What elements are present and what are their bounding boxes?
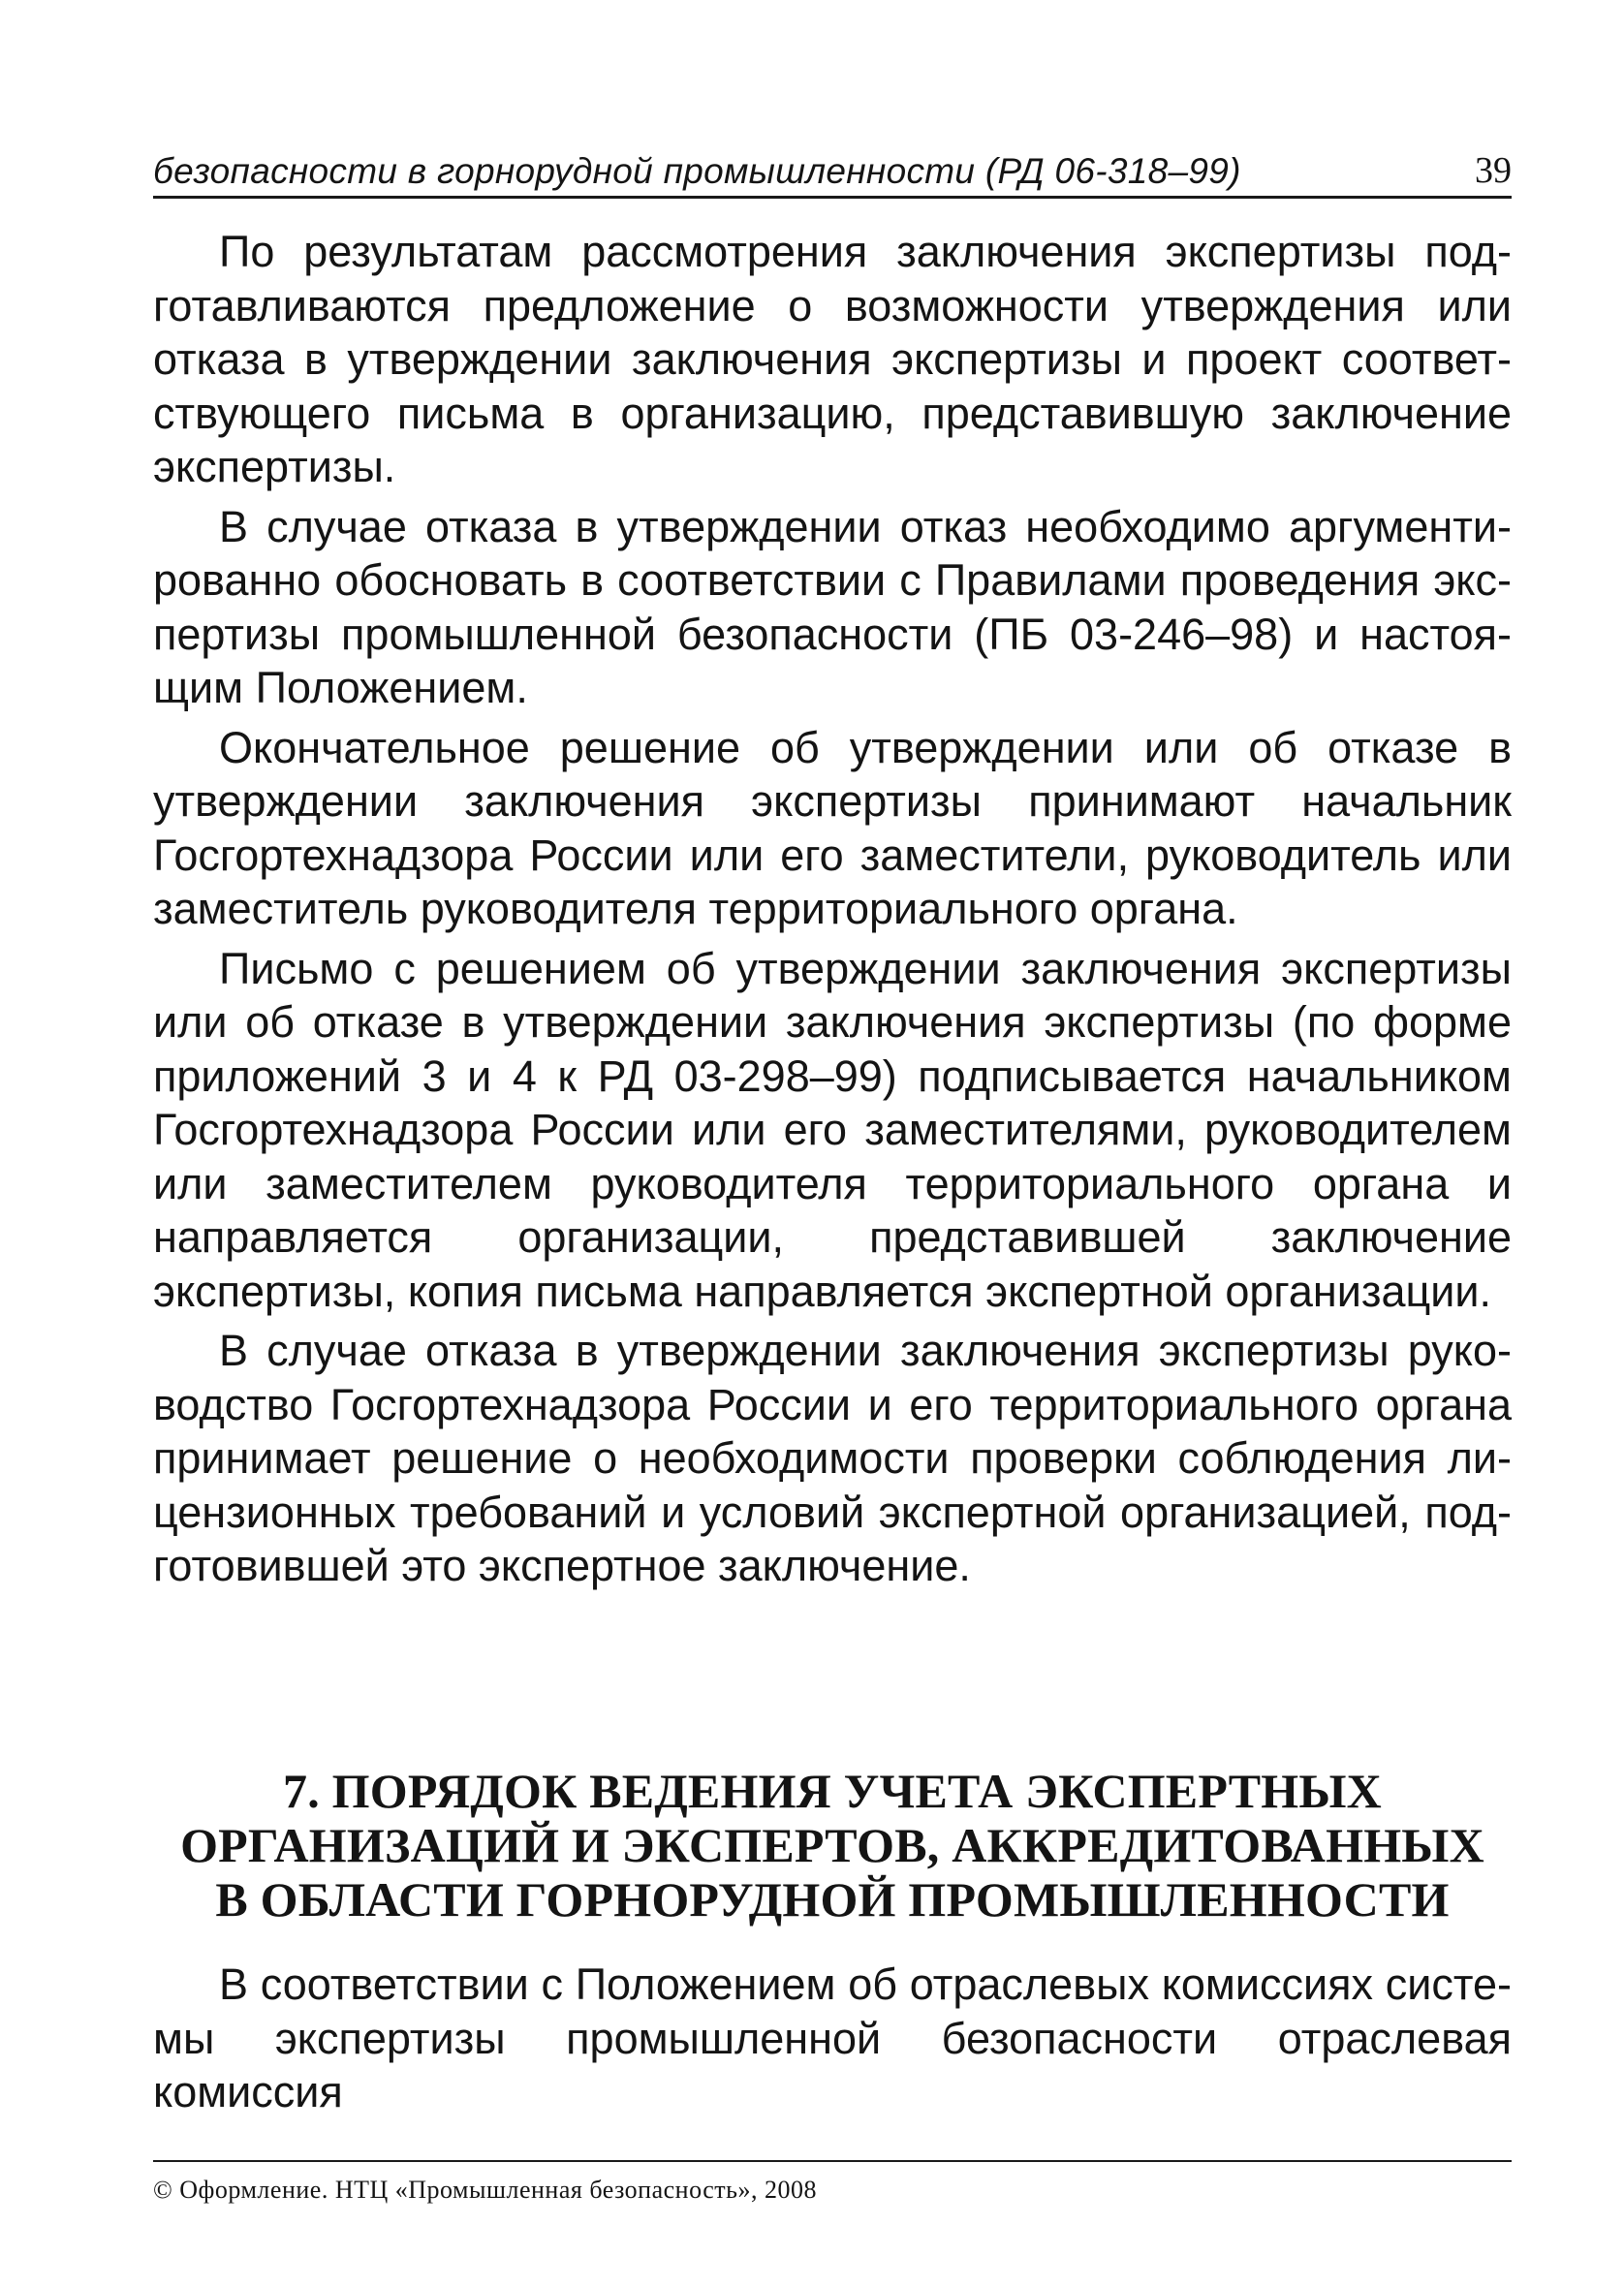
paragraph-final-decision: Окончательное решение об утверждении или об отказе в утверждении заключения экспертизы принимают начальник Госгортехнадзора России или его заместители, руководитель или заместитель руководителя территориального органа.: [153, 722, 1512, 933]
paragraph-review-results: По результатам рассмотрения заключения экспертизы подготавливаются предложение о возможности утверждения или отказа в утверждении заключения экспертизы и проект соответствующего письма в организацию, представившую заключение экспертизы.: [153, 227, 1512, 491]
page-footer: [153, 2160, 1512, 2205]
page-number: 39: [1475, 150, 1512, 191]
paragraph-section-intro: В соответствии с Положением об отраслевых комиссиях системы экспертизы промышленной безопасности отраслевая комиссия: [153, 1959, 1512, 2116]
body-text: [153, 225, 1512, 1599]
section-heading: [153, 1764, 1512, 1927]
footer-copyright: © Оформление. НТЦ «Промышленная безопасность», 2008: [153, 2176, 817, 2204]
section-heading-line: 7. ПОРЯДОК ВЕДЕНИЯ УЧЕТА ЭКСПЕРТНЫХ: [283, 1764, 1382, 1818]
section-body: [153, 1958, 1512, 2125]
paragraph-decision-letter: Письмо с решением об утверждении заключения экспертизы или об отказе в утверждении заключения экспертизы (по форме приложений 3 и 4 к РД 03-298–99) подписывается начальником Госгортехнадзора России или его заместителями, руководителем или заместителем руководителя территориального органа и направляется организации, представившей заключение экспертизы, копия письма направляется экспертной организации.: [153, 943, 1512, 1316]
running-header: [153, 145, 1512, 199]
section-heading-line: В ОБЛАСТИ ГОРНОРУДНОЙ ПРОМЫШЛЕННОСТИ: [215, 1872, 1450, 1927]
section-heading-line: ОРГАНИЗАЦИЙ И ЭКСПЕРТОВ, АККРЕДИТОВАННЫХ: [180, 1818, 1484, 1872]
paragraph-refusal-justification: В случае отказа в утверждении отказ необходимо аргументированно обосновать в соответствии с Правилами проведения экспертизы промышленной безопасности (ПБ 03-246–98) и настоящим Положением.: [153, 501, 1512, 712]
paragraph-license-check: В случае отказа в утверждении заключения экспертизы руководство Госгортехнадзора России и его территориального органа принимает решение о необходимости проверки соблюдения лицензионных требований и условий экспертной организацией, подготовившей это экспертное заключение.: [153, 1326, 1512, 1590]
running-title: безопасности в горнорудной промышленности (РД 06-318–99): [153, 151, 1241, 191]
